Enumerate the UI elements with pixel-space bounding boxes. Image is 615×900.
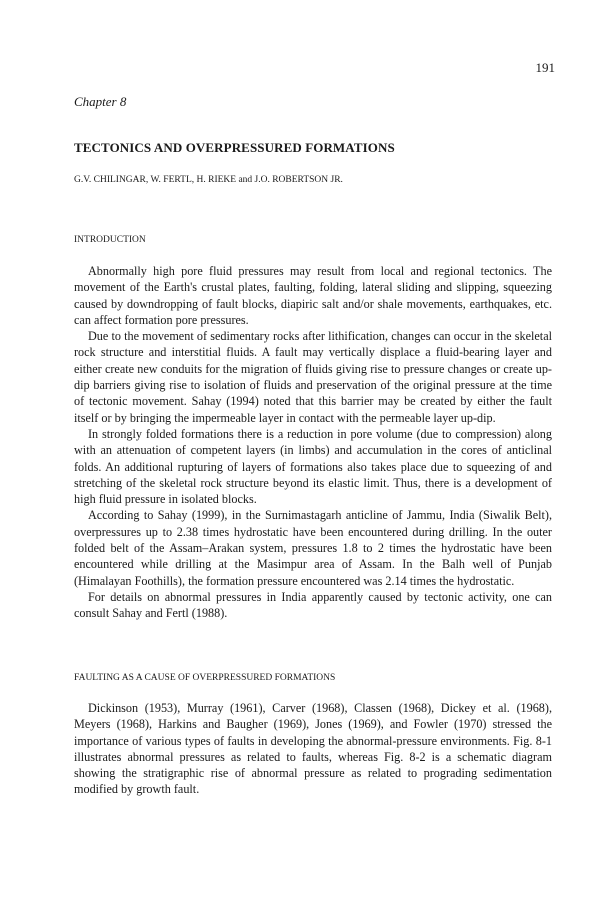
faulting-body [74, 700, 552, 798]
paragraph: For details on abnormal pressures in India apparently caused by tectonic activity, one can consult Sahay and Fertl (1988). [74, 589, 552, 621]
chapter-title: TECTONICS AND OVERPRESSURED FORMATIONS [74, 140, 395, 155]
paragraph: Due to the movement of sedimentary rocks after lithification, changes can occur in the skeletal rock structure and interstitial fluids. A fault may vertically displace a fluid-bearing layer and either create new conduits for the migration of fluids giving rise to pressure changes or create up-dip barriers giving rise to isolation of fluids and preservation of the original pressure at the time of tectonic movement. Sahay (1994) noted that this barrier may be created by either the fault itself or by bringing the impermeable layer in contact with the permeable layer up-dip. [74, 329, 552, 425]
introduction-body [74, 263, 552, 622]
paragraph: Dickinson (1953), Murray (1961), Carver (1968), Classen (1968), Dickey et al. (1968), Meyers (1968), Harkins and Baugher (1969), Jones (1969), and Fowler (1970) stressed the importance of various types of faults in developing the abnormal-pressure environments. Fig. 8-1 illustrates abnormal pressures as related to faults, whereas Fig. 8-2 is a schematic diagram showing the stratigraphic rise of abnormal pressure as related to prograding sedimentation modified by growth fault. [74, 701, 552, 797]
paragraph: According to Sahay (1999), in the Surnimastagarh anticline of Jammu, India (Siwalik Belt), overpressures up to 2.38 times hydrostatic have been encountered during drilling. In the outer folded belt of the Assam–Arakan system, pressures 1.8 to 2 times the hydrostatic have been encountered while drilling at the Masimpur area of Assam. In the Balh well of Punjab (Himalayan Foothills), the formation pressure encountered was 2.14 times the hydrostatic. [74, 508, 552, 588]
author-list: G.V. CHILINGAR, W. FERTL, H. RIEKE and J.O. ROBERTSON JR. [74, 175, 343, 185]
page-number: 191 [535, 60, 555, 75]
paragraph: In strongly folded formations there is a reduction in pore volume (due to compression) along with an attenuation of competent layers (in limbs) and accumulation in the cores of anticlinal folds. An additional rupturing of layers of formations also takes place due to squeezing of and stretching of the skeletal rock structure beyond its elastic limit. Thus, there is a development of high fluid pressure in isolated blocks. [74, 426, 552, 507]
chapter-label: Chapter 8 [74, 94, 127, 109]
introduction-heading: INTRODUCTION [74, 235, 146, 245]
paragraph: Abnormally high pore fluid pressures may result from local and regional tectonics. The movement of the Earth's crustal plates, faulting, folding, lateral sliding and slipping, squeezing caused by downdropping of fault blocks, diapiric salt and/or shale movements, earthquakes, etc. can affect formation pore pressures. [74, 264, 552, 327]
faulting-heading: FAULTING AS A CAUSE OF OVERPRESSURED FORMATIONS [74, 673, 336, 683]
